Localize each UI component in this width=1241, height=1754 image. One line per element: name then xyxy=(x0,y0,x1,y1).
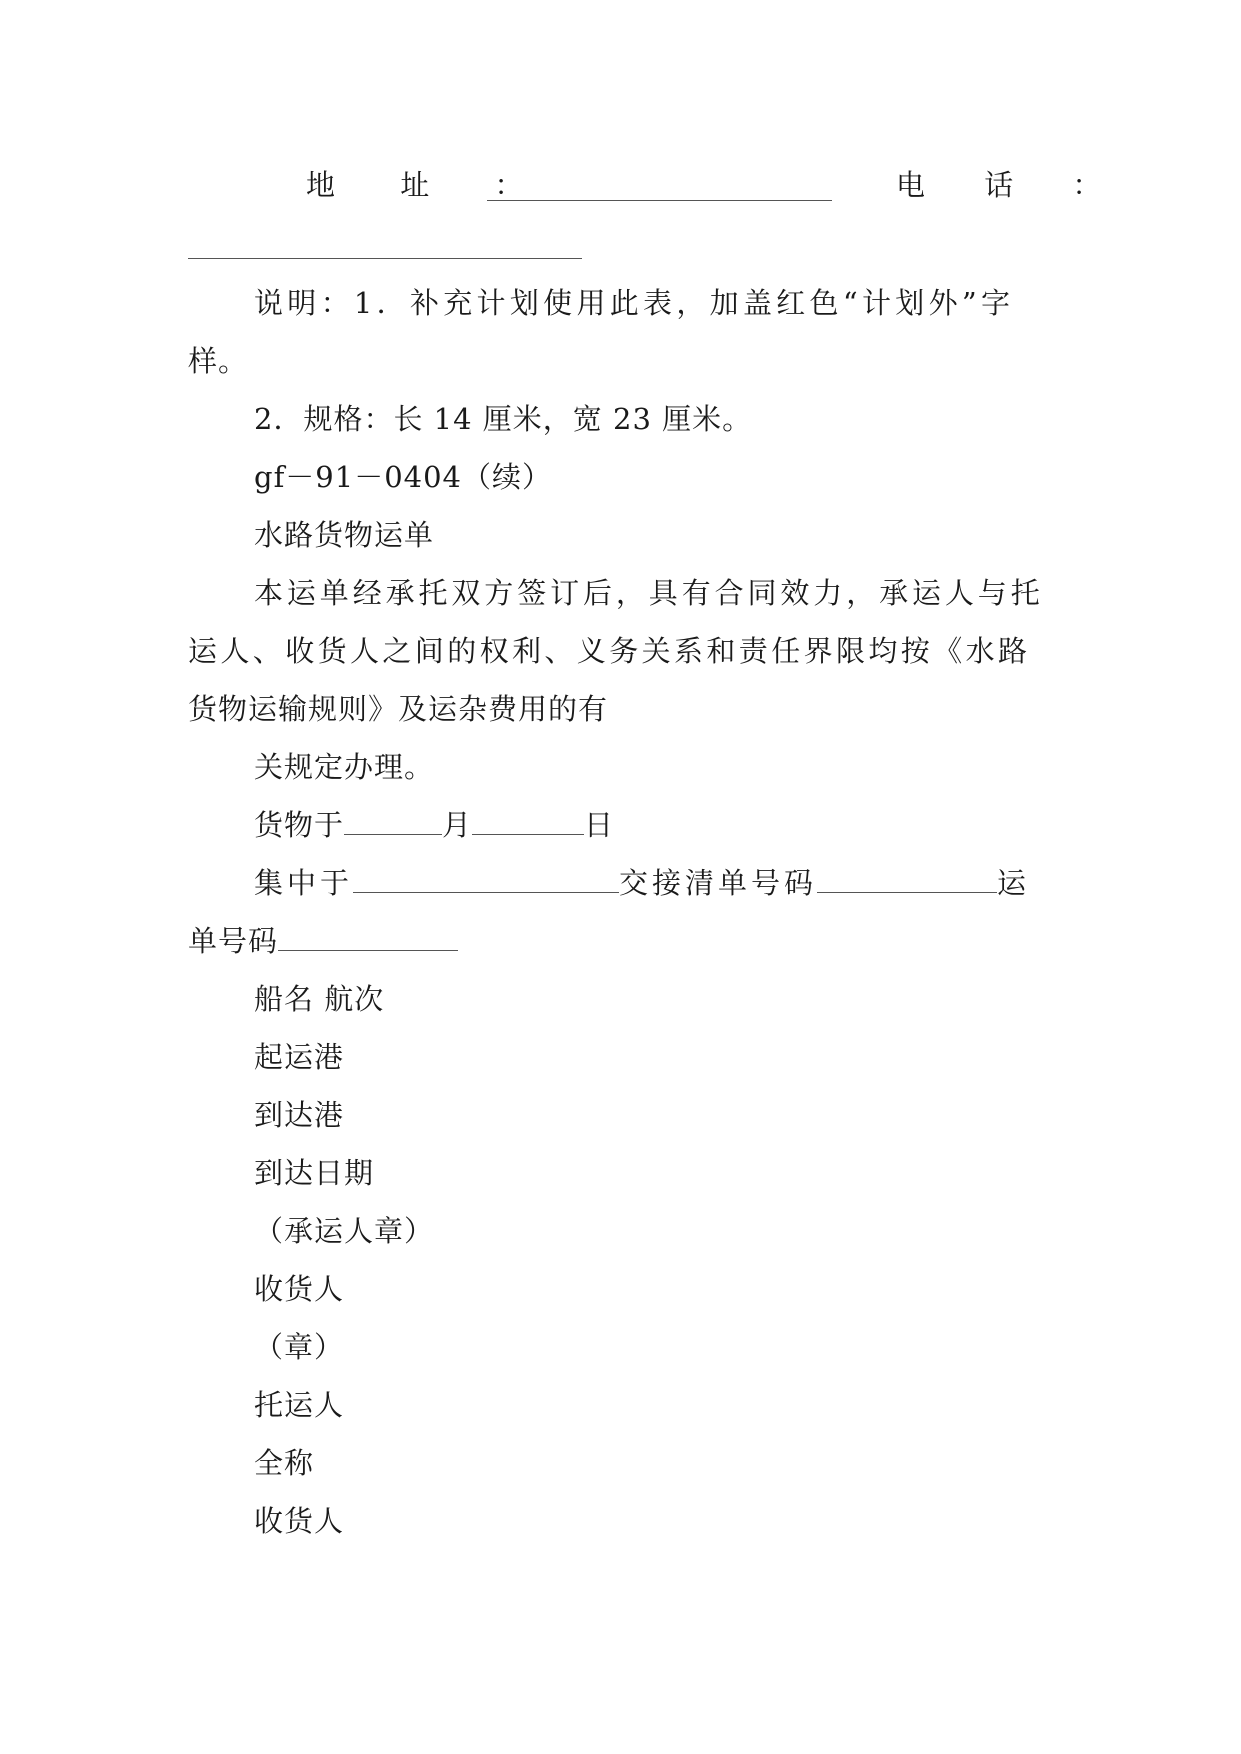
concentration-field[interactable] xyxy=(353,868,619,893)
handover-label: 交接清单号码 xyxy=(619,866,818,900)
consignee-label-2: 收货人 xyxy=(254,1504,345,1538)
phone-label: 电 话 ： xyxy=(896,168,1127,202)
address-label: 地 址 ： xyxy=(306,168,552,202)
intro-line-2: 运人、收货人之间的权利、义务关系和责任界限均按《水路 xyxy=(188,634,1031,668)
address-field[interactable] xyxy=(487,176,832,201)
form-code: gf－91－0404（续） xyxy=(254,460,553,494)
goods-date-day-label: 日 xyxy=(584,808,615,842)
goods-date-month-field[interactable] xyxy=(344,810,442,835)
note-line-1-cont: 样。 xyxy=(188,344,249,378)
form-title: 水路货物运单 xyxy=(254,518,435,552)
goods-date-day-field[interactable] xyxy=(472,810,584,835)
note-line-2: 2．规格：长 14 厘米，宽 23 厘米。 xyxy=(254,402,753,436)
waybill-prefix: 运 xyxy=(997,866,1031,900)
waybill-number-field[interactable] xyxy=(278,926,458,951)
phone-field[interactable] xyxy=(188,234,582,259)
stamp-label: （章） xyxy=(254,1330,345,1364)
departure-port-label: 起运港 xyxy=(254,1040,345,1074)
intro-line-4: 关规定办理。 xyxy=(254,750,435,784)
note-line-1: 说明：1．补充计划使用此表，加盖红色“计划外”字 xyxy=(254,286,1015,320)
goods-date-prefix: 货物于 xyxy=(254,808,345,842)
waybill-label: 单号码 xyxy=(188,924,279,958)
concentration-prefix: 集中于 xyxy=(254,866,354,900)
full-name-label: 全称 xyxy=(254,1446,315,1480)
handover-number-field[interactable] xyxy=(817,868,997,893)
shipper-label: 托运人 xyxy=(254,1388,345,1422)
arrival-port-label: 到达港 xyxy=(254,1098,345,1132)
concentration-row xyxy=(254,863,1030,903)
intro-line-3: 货物运输规则》及运杂费用的有 xyxy=(188,692,609,726)
goods-date-row xyxy=(254,805,614,845)
carrier-stamp-label: （承运人章） xyxy=(254,1214,435,1248)
ship-voyage-label: 船名 航次 xyxy=(254,982,385,1016)
intro-line-1: 本运单经承托双方签订后，具有合同效力，承运人与托 xyxy=(254,576,1044,610)
consignee-label: 收货人 xyxy=(254,1272,345,1306)
waybill-row xyxy=(188,921,458,961)
arrival-date-label: 到达日期 xyxy=(254,1156,375,1190)
goods-date-month-label: 月 xyxy=(442,808,473,842)
